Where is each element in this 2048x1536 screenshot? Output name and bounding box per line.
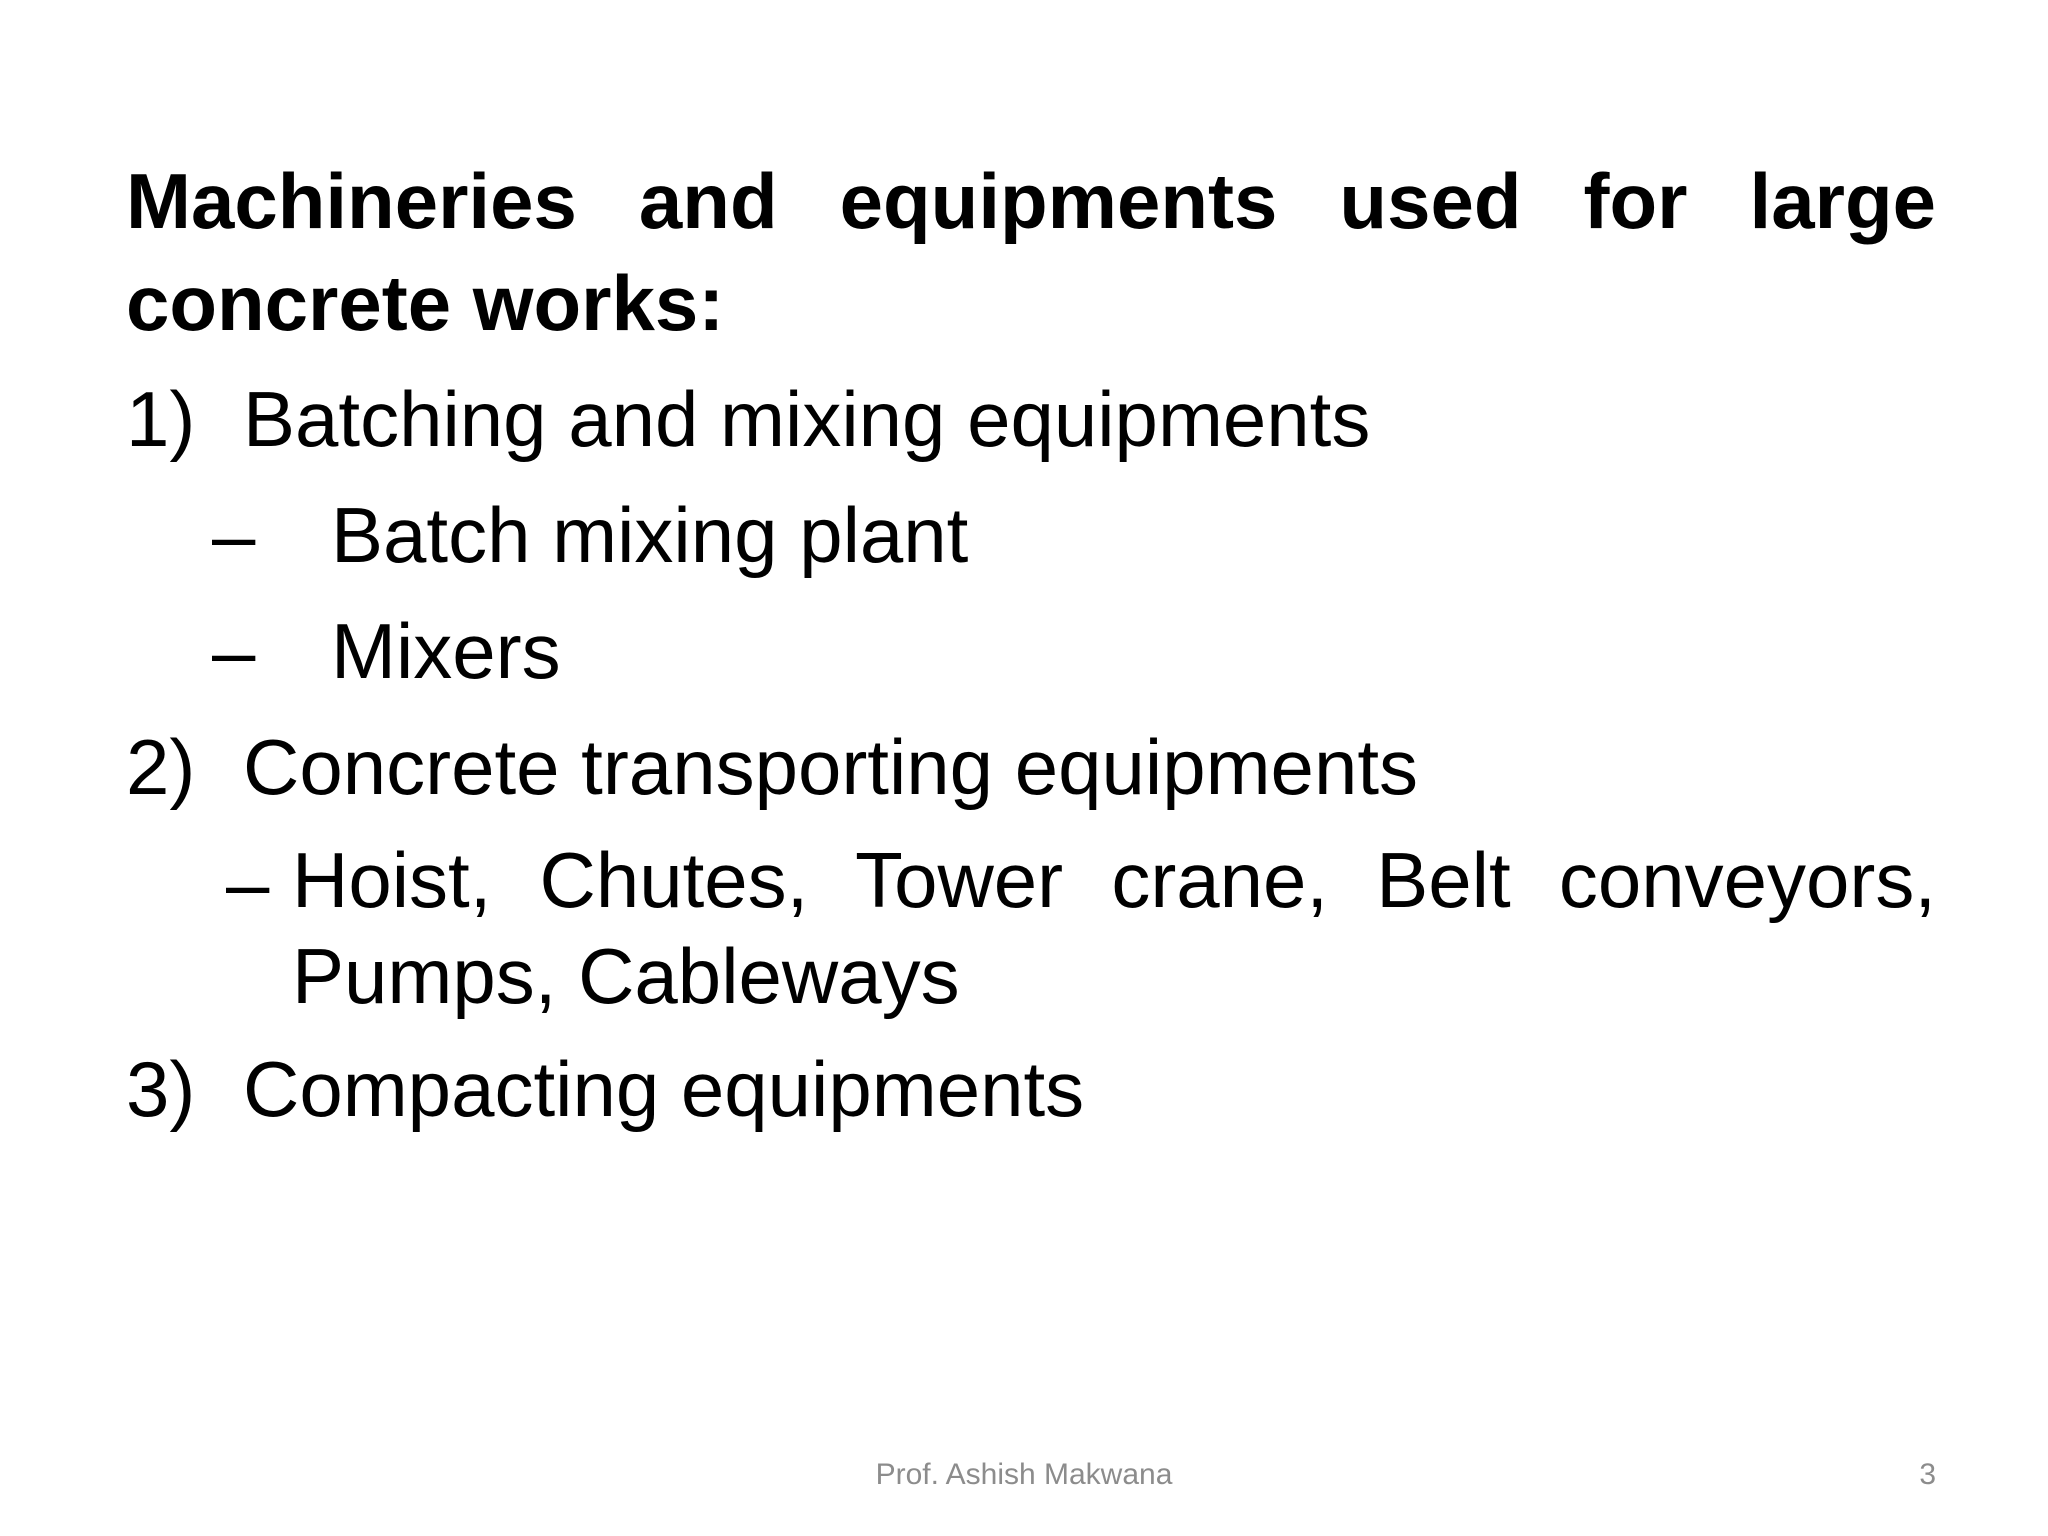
list-item-number: 1) xyxy=(126,375,196,463)
list-item-3 xyxy=(126,1038,1936,1140)
list-item-2 xyxy=(126,716,1936,818)
footer-author: Prof. Ashish Makwana xyxy=(875,1458,1173,1491)
list-item-label: Batching and mixing equipments xyxy=(243,375,1371,463)
list-item-label: Compacting equipments xyxy=(243,1045,1085,1133)
list-item-1 xyxy=(126,368,1936,470)
sub-item xyxy=(126,600,1936,702)
sub-item xyxy=(126,832,1936,1024)
dash-bullet: – xyxy=(226,839,270,927)
list-item-number: 3) xyxy=(126,1045,196,1133)
list-item-number: 2) xyxy=(126,723,196,811)
list-item-label: Concrete transporting equipments xyxy=(243,723,1418,811)
page-number: 3 xyxy=(1919,1458,1936,1491)
sub-item-label: Batch mixing plant xyxy=(331,491,969,579)
dash-bullet: – xyxy=(212,607,256,695)
sub-item xyxy=(126,484,1936,586)
slide-content xyxy=(126,150,1936,1140)
sub-item-label: Hoist, Chutes, Tower crane, Belt conveyors, Pumps, Cableways xyxy=(292,836,1936,1020)
dash-bullet: – xyxy=(212,491,256,579)
slide-heading: Machineries and equipments used for large concrete works: xyxy=(126,157,1936,347)
sub-item-label: Mixers xyxy=(331,607,561,695)
